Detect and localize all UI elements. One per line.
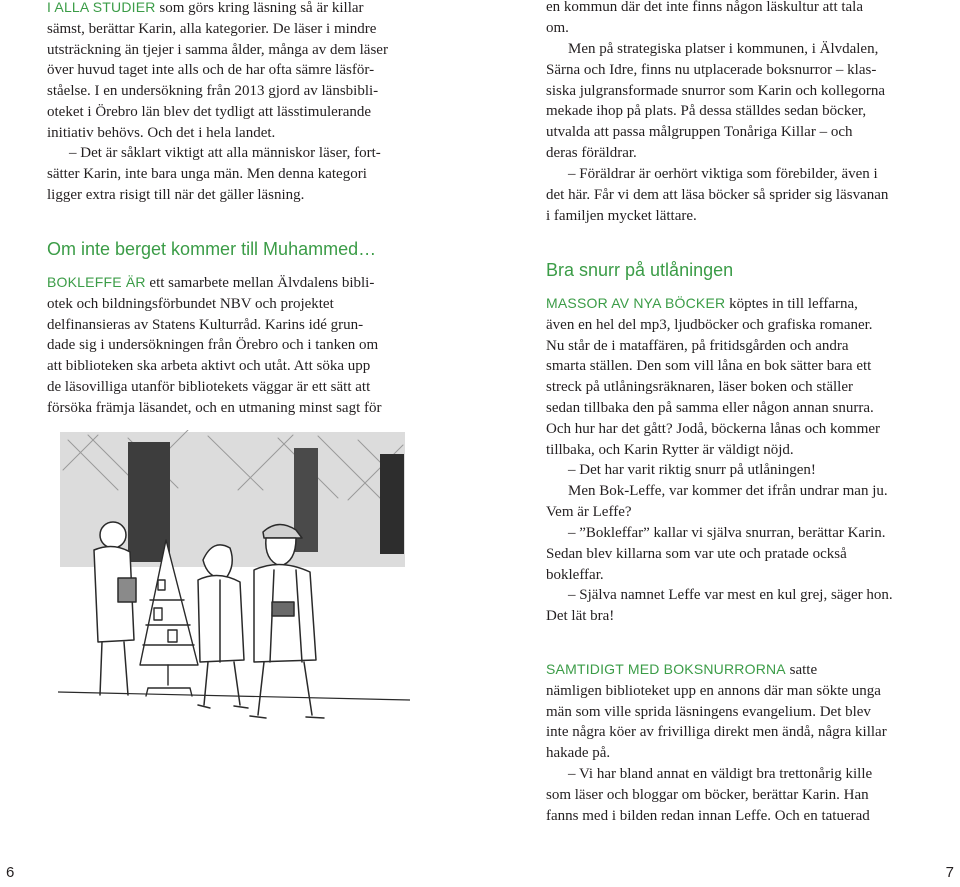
left-paragraph-1: I ALLA STUDIER som görs kring läsning så är killar sämst, berättar Karin, alla kategorier. De läser i mindre utsträckning än tjejer i samma ålder, många av dem läser över huvud taget inte alls och de har ofta sämre läsför- ståelse. I en undersökning från 2013 gjord av länsbibli- oteket i Örebro län blev det tydligt att lässtimulerande initiativ behövs. Och det i hela landet. [47, 0, 388, 141]
lead-in-massor: MASSOR AV NYA BÖCKER [546, 295, 726, 311]
page-number-right: 7 [945, 864, 954, 881]
left-paragraph-3: BOKLEFFE ÄR ett samarbete mellan Älvdalens bibli- otek och bildningsförbundet NBV och projektet delfinansieras av Statens Kulturråd. Karins idé grun- dade sig i undersökningen från Örebro och i tanken om att biblioteken ska arbeta aktivt och utåt. Att söka upp de läsovilliga utanför bibliotekets väggar är ett sätt att försöka främja läsandet, och en utmaning minst sagt för [47, 274, 382, 416]
left-paragraph-2: – Det är såklart viktigt att alla människor läser, fort- sätter Karin, inte bara unga män. Men denna kategori ligger extra risigt till när det gäller läsning. [47, 145, 381, 203]
boys-sketch-illustration [58, 430, 410, 730]
right-paragraph-6: Men Bok-Leffe, var kommer det ifrån undrar man ju. Vem är Leffe? [546, 483, 888, 520]
page-number-left: 6 [6, 864, 15, 881]
right-paragraph-5: – Det har varit riktig snurr på utlåningen! [568, 462, 816, 478]
section-heading-muhammed: Om inte berget kommer till Muhammed… [47, 239, 377, 259]
dark-panel-left [128, 442, 170, 562]
right-paragraph-8: – Själva namnet Leffe var mest en kul grej, säger hon. Det lät bra! [546, 587, 893, 624]
floor-line [58, 692, 410, 700]
lead-in-samtidigt: SAMTIDIGT MED BOKSNURRORNA [546, 661, 786, 677]
right-paragraph-1: en kommun där det inte finns någon läskultur att tala om. [546, 0, 864, 36]
right-paragraph-4: MASSOR AV NYA BÖCKER köptes in till leffarna, även en hel del mp3, ljudböcker och grafiska romaner. Nu står de i mataffären, på fritidsgården och andra smarta ställen. Den som vill låna en bok sätter bara ett streck på utlåningsräknaren, läser boken och ställer sedan tillbaka den på samma eller någon annan snurra. Och hur har det gått? Jodå, böckerna lånas och kommer tillbaka, och Karin Rytter är väldigt nöjd. [546, 295, 881, 458]
right-paragraph-10: – Vi har bland annat en väldigt bra trettonårig kille som läser och bloggar om böcker, berättar Karin. Han fanns med i bilden redan innan Leffe. Och en tatuerad [546, 766, 873, 824]
lead-in-i-alla-studier: I ALLA STUDIER [47, 0, 156, 15]
right-paragraph-3: – Föräldrar är oerhört viktiga som förebilder, även i det här. Får vi dem att läsa böcker så sprider sig läsvanan i familjen mycket lättare. [546, 166, 889, 224]
right-paragraph-9: SAMTIDIGT MED BOKSNURRORNA satte nämligen biblioteket upp en annons där man sökte unga män som ville sprida läsningens evangelium. Det blev inte några köer av frivilliga direkt men ändå, några killar hakade på. [546, 661, 887, 762]
right-paragraph-7: – ”Bokleffar” kallar vi själva snurran, berättar Karin. Sedan blev killarna som var ute och pratade också bokleffar. [546, 525, 886, 583]
right-paragraph-2: Men på strategiska platser i kommunen, i Älvdalen, Särna och Idre, finns nu utplacerade boksnurror – klas- siska julgransformade snurror som Karin och kollegorna mekade ihop på plats. På dessa ställdes sedan böcker, utvalda att passa målgruppen Tonåriga Killar – och deras föräldrar. [546, 41, 886, 161]
boy-middle-figure [198, 545, 248, 708]
dark-panel-right [380, 454, 404, 554]
lead-in-bokleffe: BOKLEFFE ÄR [47, 274, 146, 290]
section-heading-bra-snurr: Bra snurr på utlåningen [546, 260, 734, 280]
